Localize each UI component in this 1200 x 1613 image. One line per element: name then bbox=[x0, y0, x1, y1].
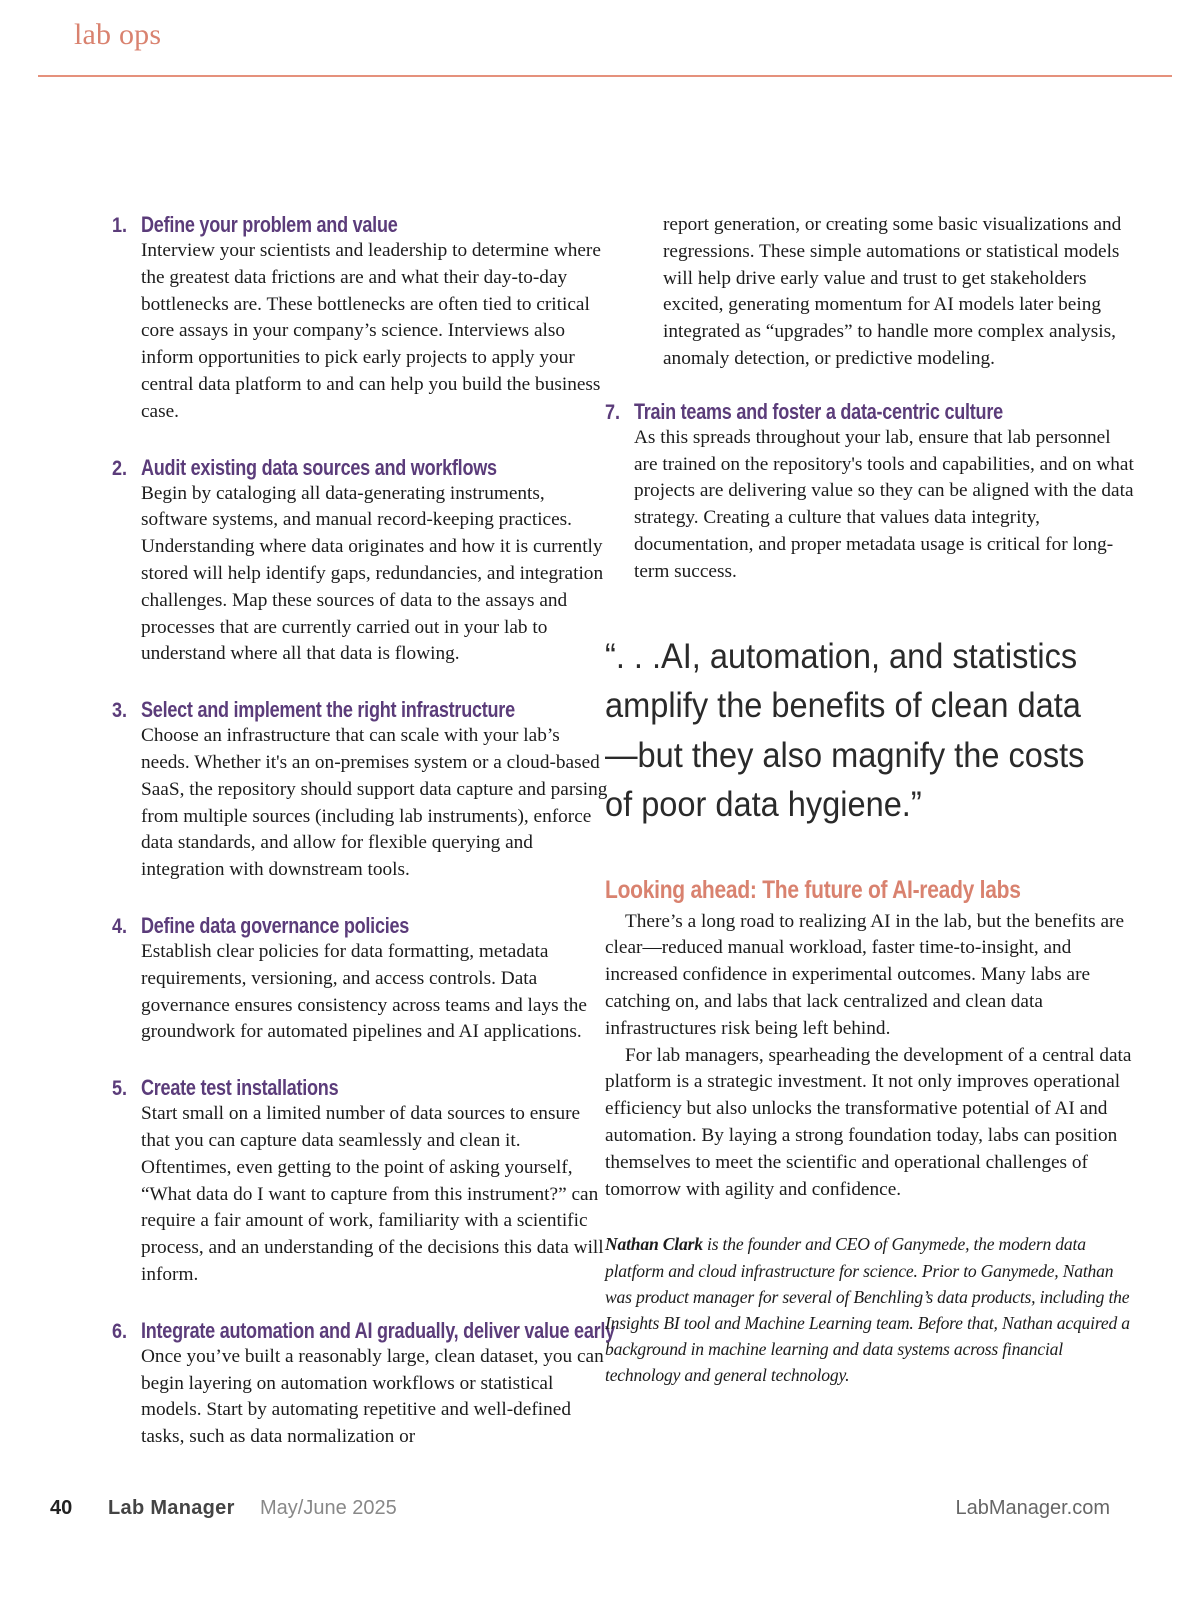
issue-date: May/June 2025 bbox=[260, 1497, 397, 1519]
step-body: As this spreads throughout your lab, ensure that lab personnel are trained on the repository's tools and capabilities, and on what projects are delivering value so they can be aligned with the data strategy. Creating a culture that values data integrity, documentation, and proper metadata usage is critical for long-term success. bbox=[634, 426, 1134, 582]
step-body: Choose an infrastructure that can scale with your lab’s needs. Whether it's an on-premises system or a cloud-based SaaS, the repository should support data capture and parsing from multiple sources (including lab instruments), enforce data standards, and allow for flexible querying and integration with downstream tools. bbox=[141, 725, 608, 881]
right-column bbox=[605, 212, 1134, 1389]
step-body: Begin by cataloging all data-generating instruments, software systems, and manual record-keeping practices. Understanding where data originates and how it is currently stored will help identify gaps, redundancies, and integration challenges. Map these sources of data to the assays and processes that are currently carried out in your lab to understand where all that data is flowing. bbox=[141, 482, 604, 665]
author-bio bbox=[605, 1231, 1134, 1388]
step-3 bbox=[112, 697, 612, 884]
step-number: 6. bbox=[112, 1319, 128, 1343]
page-number: 40 bbox=[50, 1497, 73, 1519]
step-title: Define your problem and value bbox=[141, 212, 398, 237]
left-column bbox=[112, 212, 615, 1480]
step-6 bbox=[112, 1317, 615, 1451]
step-number: 2. bbox=[112, 456, 128, 480]
magazine-name: Lab Manager bbox=[108, 1497, 235, 1519]
step-title: Create test installations bbox=[141, 1075, 339, 1101]
step-1 bbox=[112, 212, 612, 426]
pull-quote: “. . .AI, automation, and statistics amplify the benefits of clean data—but they also magnify the costs of poor data hygiene.” bbox=[605, 636, 1085, 825]
step-body: Once you’ve built a reasonably large, clean dataset, you can begin layering on automation workflows or statistical models. Start by automating repetitive and well-defined tasks, such as data normalization or bbox=[141, 1345, 604, 1448]
step-title: Integrate automation and AI gradually, deliver value early bbox=[141, 1317, 615, 1343]
paragraph: There’s a long road to realizing AI in the lab, but the benefits are clear—reduced manual workload, faster time-to-insight, and increased confidence in experimental outcomes. Many labs are catching on, and labs that lack centralized and clean data infrastructures risk being left behind. bbox=[605, 910, 1124, 1039]
step-body: Start small on a limited number of data sources to ensure that you can capture data seamlessly and clean it. Oftentimes, even getting to the point of asking yourself, “What data do I want to capture from this instrument?” can require a fair amount of work, familiarity with a scientific process, and an understanding of the decisions this data will inform. bbox=[141, 1103, 604, 1285]
step-7 bbox=[605, 399, 1134, 586]
step-number: 4. bbox=[112, 914, 128, 938]
step-number: 3. bbox=[112, 699, 128, 723]
step-5 bbox=[112, 1075, 612, 1289]
step-title: Select and implement the right infrastructure bbox=[141, 697, 515, 723]
step-number: 1. bbox=[112, 214, 128, 237]
section-label: lab ops bbox=[74, 18, 162, 51]
website-link[interactable]: LabManager.com bbox=[955, 1497, 1110, 1519]
step-6-continued: report generation, or creating some basic visualizations and regressions. These simple automations or statistical models will help drive early value and trust to get stakeholders excited, generating momentum for AI models later being integrated as “upgrades” to handle more complex analysis, anomaly detection, or predictive modeling. bbox=[663, 214, 1122, 369]
header-rule bbox=[38, 75, 1172, 77]
author-name: Nathan Clark bbox=[605, 1234, 703, 1255]
step-number: 5. bbox=[112, 1077, 128, 1101]
step-title: Define data governance policies bbox=[141, 912, 410, 938]
step-4 bbox=[112, 913, 612, 1046]
page-footer bbox=[50, 1497, 1110, 1527]
section-heading: Looking ahead: The future of AI-ready labs bbox=[605, 875, 1021, 904]
paragraph: For lab managers, spearheading the development of a central data platform is a strategic investment. It not only improves operational efficiency but also unlocks the transformative potential of AI and automation. By laying a strong foundation today, labs can position themselves to meet the scientific and operational challenges of tomorrow with agility and confidence. bbox=[605, 1044, 1132, 1200]
step-2 bbox=[112, 455, 612, 669]
looking-ahead-section bbox=[605, 876, 1134, 1389]
step-body: Interview your scientists and leadership to determine where the greatest data frictions are and what their day-to-day bottlenecks are. These bottlenecks are often tied to critical core assays in your company’s science. Interviews also inform opportunities to pick early projects to apply your central data platform to and can help you build the business case. bbox=[141, 240, 601, 422]
step-body: Establish clear policies for data formatting, metadata requirements, versioning, and access controls. Data governance ensures consistency across teams and lays the groundwork for automated pipelines and AI applications. bbox=[141, 940, 587, 1043]
bio-text: is the founder and CEO of Ganymede, the modern data platform and cloud infrastructure for science. Prior to Ganymede, Nathan was product manager for several of Benchling’s data products, including the Insights BI tool and Machine Learning team. Before that, Nathan acquired a background in machine learning and data systems across financial technology and general technology. bbox=[605, 1234, 1130, 1386]
step-title: Train teams and foster a data-centric culture bbox=[634, 398, 1003, 424]
step-number: 7. bbox=[605, 400, 621, 424]
step-title: Audit existing data sources and workflows bbox=[141, 454, 497, 480]
